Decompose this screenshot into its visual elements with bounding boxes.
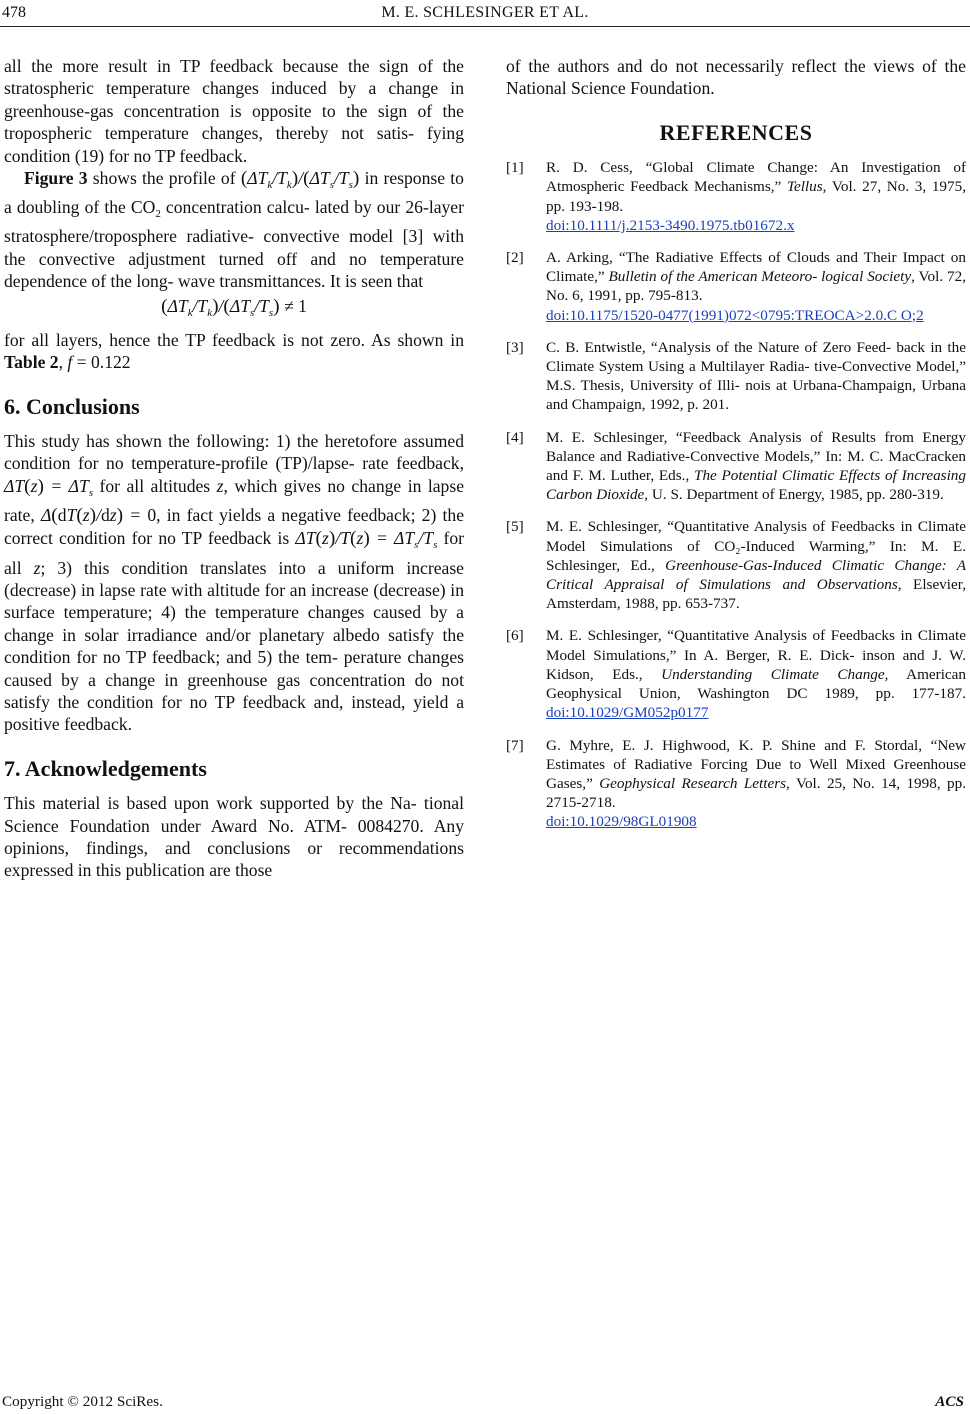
- reference-number: [3]: [506, 338, 524, 356]
- copyright-notice: Copyright © 2012 SciRes.: [2, 1393, 163, 1410]
- page-footer: [0, 1393, 970, 1413]
- reference-item: [506, 158, 966, 235]
- reference-text: , Vol. 27, No. 3, 1975, pp. 193-198.: [546, 178, 966, 215]
- paragraph: This material is based upon work supported by the Na- tional Science Foundation under Award No. ATM- 0084270. Any opinions, findings, and conclusions or recommendations expressed in this publication are those: [4, 793, 464, 881]
- doi-link[interactable]: doi:10.1175/1520-0477(1991)072<0795:TREOCA>2.0.C O;2: [546, 306, 924, 324]
- reference-text: A. Arking, “The Radiative Effects of Clouds and Their Impact on Climate,”: [546, 249, 966, 286]
- doi-link[interactable]: doi:10.1111/j.2153-3490.1975.tb01672.x: [546, 216, 795, 234]
- figure-ref: Figure 3: [24, 168, 88, 189]
- reference-source-title: The Potential Climatic Effects of Increasing Carbon Dioxide: [546, 467, 966, 504]
- doi-link[interactable]: doi:10.1029/GM052p0177: [546, 704, 709, 722]
- reference-list: [506, 158, 966, 831]
- reference-item: [506, 338, 966, 415]
- reference-source-title: Bulletin of the American Meteoro- logical Society: [608, 268, 912, 286]
- reference-text: , Elsevier, Amsterdam, 1988, pp. 653-737.: [546, 576, 966, 613]
- reference-number: [6]: [506, 627, 524, 645]
- reference-number: [4]: [506, 428, 524, 446]
- reference-source-title: Greenhouse-Gas-Induced Climatic Change: A Critical Appraisal of Simulations and Observations: [546, 556, 966, 594]
- reference-item: [506, 626, 966, 722]
- section-heading-conclusions: 6. Conclusions: [4, 393, 140, 419]
- reference-number: [1]: [506, 159, 524, 177]
- page-header: [0, 2, 970, 24]
- section-heading-acknowledgements: 7. Acknowledgements: [4, 755, 207, 781]
- math-expression: $\Delta T(z)/T(z) = \Delta T_s/T_s$: [295, 528, 438, 552]
- reference-text: , American Geophysical Union, Washington DC 1989, pp. 177-187.: [546, 665, 966, 703]
- reference-item: [506, 248, 966, 325]
- math-ratio-expression: $(\Delta T_k/T_k)/(\Delta T_s/T_s)$: [240, 168, 360, 191]
- math-expression: $\Delta T(z) = \Delta T_s$: [4, 475, 94, 499]
- reference-number: [5]: [506, 518, 524, 536]
- header-rule: [0, 26, 970, 27]
- paragraph: This study has shown the following: 1) the heretofore assumed condition for no temperature-profile (TP)/lapse- rate feedback, $\Delta T(z) = \Delta T_s$ for all altitudes z, which gives no change in lapse rate, Δ(dT(z)/dz) = 0, in fact yields a negative feedback; 2) the correct condition for no TP feedback is $\Delta T(z)/T(z) = \Delta T_s/T_s$ for all z; 3) this condition translates into a uniform increase (decrease) in lapse rate with altitude for an increase (decrease) in surface temperature; 4) the temperature changes caused by a change in solar irradiance and/or planetary albedo satisfy the condition for no TP feedback; and 5) the tem- perature changes caused by a change in greenhouse gas concentration do not satisfy the condition for no TP feedback and, instead, yield a positive feedback.: [4, 430, 465, 735]
- paragraph: all the more result in TP feedback because the sign of the stratospheric temperature changes induced by a change in greenhouse-gas concentration is opposite to the sign of the tropospheric temperature changes, thereby not satis- fying condition (19) for no TP feedback.: [4, 56, 464, 166]
- paragraph: for all layers, hence the TP feedback is not zero. As shown in Table 2, f = 0.122: [4, 329, 464, 373]
- reference-text: C. B. Entwistle, “Analysis of the Nature of Zero Feed- back in the Climate System Using a Multilayer Radia- tive-Convective Model,” M.S. Thesis, University of Illi- nois at Urbana-Champaign, Urbana and Champaign, 1992, p. 201.: [546, 338, 966, 414]
- running-title: M. E. SCHLESINGER ET AL.: [381, 4, 589, 21]
- reference-text: G. Myhre, E. J. Highwood, K. P. Shine and F. Stordal, “New Estimates of Radiative Forcing Due to Well Mixed Greenhouse Gases,”: [546, 736, 966, 792]
- paragraph: of the authors and do not necessarily reflect the views of the National Science Foundation.: [506, 56, 966, 99]
- right-column: [506, 55, 966, 845]
- table-ref: Table 2: [4, 352, 59, 373]
- math-expression: Δ(dT(z)/dz) = 0: [40, 504, 157, 526]
- reference-text: M. E. Schlesinger, “Feedback Analysis of Results from Energy Balance and Radiative-Convective Models,” In: M. C. MacCracken and F. M. Luther, Eds.,: [546, 428, 966, 485]
- reference-source-title: Understanding Climate Change: [661, 665, 885, 683]
- journal-abbrev: ACS: [935, 1393, 964, 1410]
- reference-text: , Vol. 25, No. 14, 1998, pp. 2715-2718.: [546, 774, 966, 812]
- left-column: [4, 55, 464, 882]
- page-number: 478: [2, 4, 26, 21]
- reference-text: M. E. Schlesinger, “Quantitative Analysis of Feedbacks in Climate Model Simulations of CO₂-Induced Warming,” In: M. E. Schlesinger, Ed.,: [546, 518, 966, 574]
- math-inequality: $(\Delta T_k/T_k)/(\Delta T_s/T_s) \ne 1$: [161, 295, 307, 319]
- doi-link[interactable]: doi:10.1029/98GL01908: [546, 813, 697, 831]
- reference-item: [506, 517, 966, 613]
- reference-source-title: Tellus: [786, 178, 823, 196]
- paragraph: Figure 3 shows the profile of $(\Delta T_k/T_k)/(\Delta T_s/T_s)$ in response to a doubling of the $CO_2$ concentration calcu- lated by our 26-layer stratosphere/troposphere radiative- convective model [3] with the convective adjustment turned off and no temperature dependence of the long- wave transmittances. It is seen that: [4, 168, 464, 292]
- reference-number: [7]: [506, 736, 524, 754]
- reference-source-title: Geophysical Research Letters: [599, 774, 787, 792]
- equation: [4, 295, 464, 325]
- reference-number: [2]: [506, 249, 524, 267]
- reference-text: , Vol. 72, No. 6, 1991, pp. 795-813.: [546, 268, 966, 305]
- reference-text: R. D. Cess, “Global Climate Change: An Investigation of Atmospheric Feedback Mechanisms,”: [546, 159, 966, 196]
- section-heading-references: REFERENCES: [659, 119, 813, 145]
- reference-item: [506, 736, 966, 832]
- reference-item: [506, 428, 966, 505]
- reference-text: , U. S. Department of Energy, 1985, pp. 280-319.: [644, 486, 944, 504]
- reference-text: M. E. Schlesinger, “Quantitative Analysis of Feedbacks in Climate Model Simulations,” In A. Berger, R. E. Dick- inson and J. W. Kidson, Eds.,: [546, 627, 966, 683]
